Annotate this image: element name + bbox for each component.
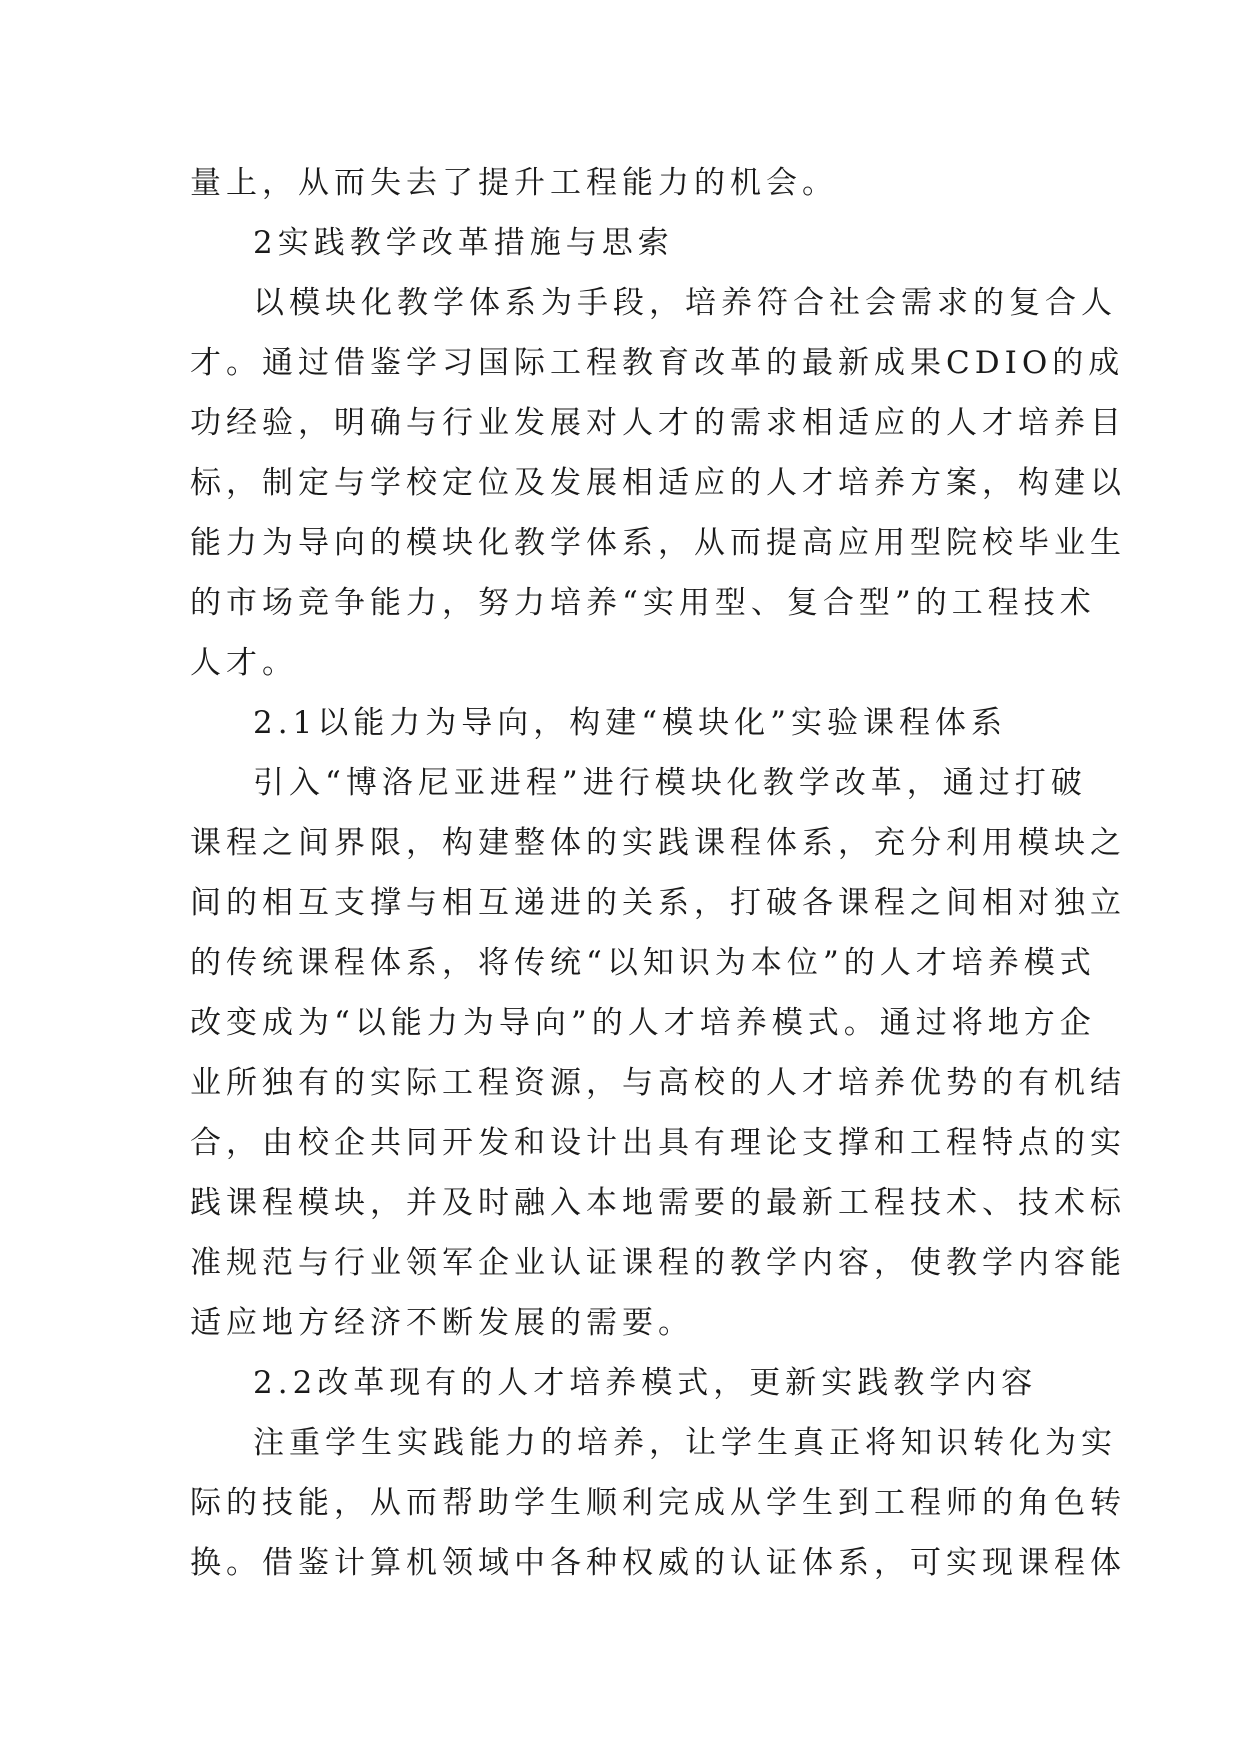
text-line: 业所独有的实际工程资源，与高校的人才培养优势的有机结	[190, 1065, 1126, 1101]
section-heading: 2实践教学改革措施与思索	[253, 225, 674, 261]
text-line: 际的技能，从而帮助学生顺利完成从学生到工程师的角色转	[190, 1485, 1126, 1521]
text-line: 改变成为“以能力为导向”的人才培养模式。通过将地方企	[190, 1005, 1096, 1041]
text-line: 适应地方经济不断发展的需要。	[190, 1305, 694, 1341]
text-line: 的市场竞争能力，努力培养“实用型、复合型”的工程技术	[190, 585, 1096, 621]
text-line: 合，由校企共同开发和设计出具有理论支撑和工程特点的实	[190, 1125, 1126, 1161]
text-line: 践课程模块，并及时融入本地需要的最新工程技术、技术标	[190, 1185, 1126, 1221]
paragraph-first-line: 引入“博洛尼亚进程”进行模块化教学改革，通过打破	[253, 765, 1087, 801]
text-line: 功经验，明确与行业发展对人才的需求相适应的人才培养目	[190, 405, 1126, 441]
text-line: 的传统课程体系，将传统“以知识为本位”的人才培养模式	[190, 945, 1096, 981]
section-heading: 2.1以能力为导向，构建“模块化”实验课程体系	[253, 705, 1007, 741]
text-line: 准规范与行业领军企业认证课程的教学内容，使教学内容能	[190, 1245, 1126, 1281]
text-line: 标，制定与学校定位及发展相适应的人才培养方案，构建以	[190, 465, 1126, 501]
text-line: 课程之间界限，构建整体的实践课程体系，充分利用模块之	[190, 825, 1126, 861]
text-line: 量上，从而失去了提升工程能力的机会。	[190, 165, 838, 201]
text-line: 才。通过借鉴学习国际工程教育改革的最新成果CDIO的成	[190, 345, 1125, 381]
text-line: 人才。	[190, 645, 298, 681]
section-heading: 2.2改革现有的人才培养模式，更新实践教学内容	[253, 1365, 1038, 1401]
text-line: 换。借鉴计算机领域中各种权威的认证体系，可实现课程体	[190, 1545, 1126, 1581]
text-line: 能力为导向的模块化教学体系，从而提高应用型院校毕业生	[190, 525, 1126, 561]
paragraph-first-line: 注重学生实践能力的培养，让学生真正将知识转化为实	[253, 1425, 1117, 1461]
paragraph-first-line: 以模块化教学体系为手段，培养符合社会需求的复合人	[253, 285, 1117, 321]
text-line: 间的相互支撑与相互递进的关系，打破各课程之间相对独立	[190, 885, 1126, 921]
